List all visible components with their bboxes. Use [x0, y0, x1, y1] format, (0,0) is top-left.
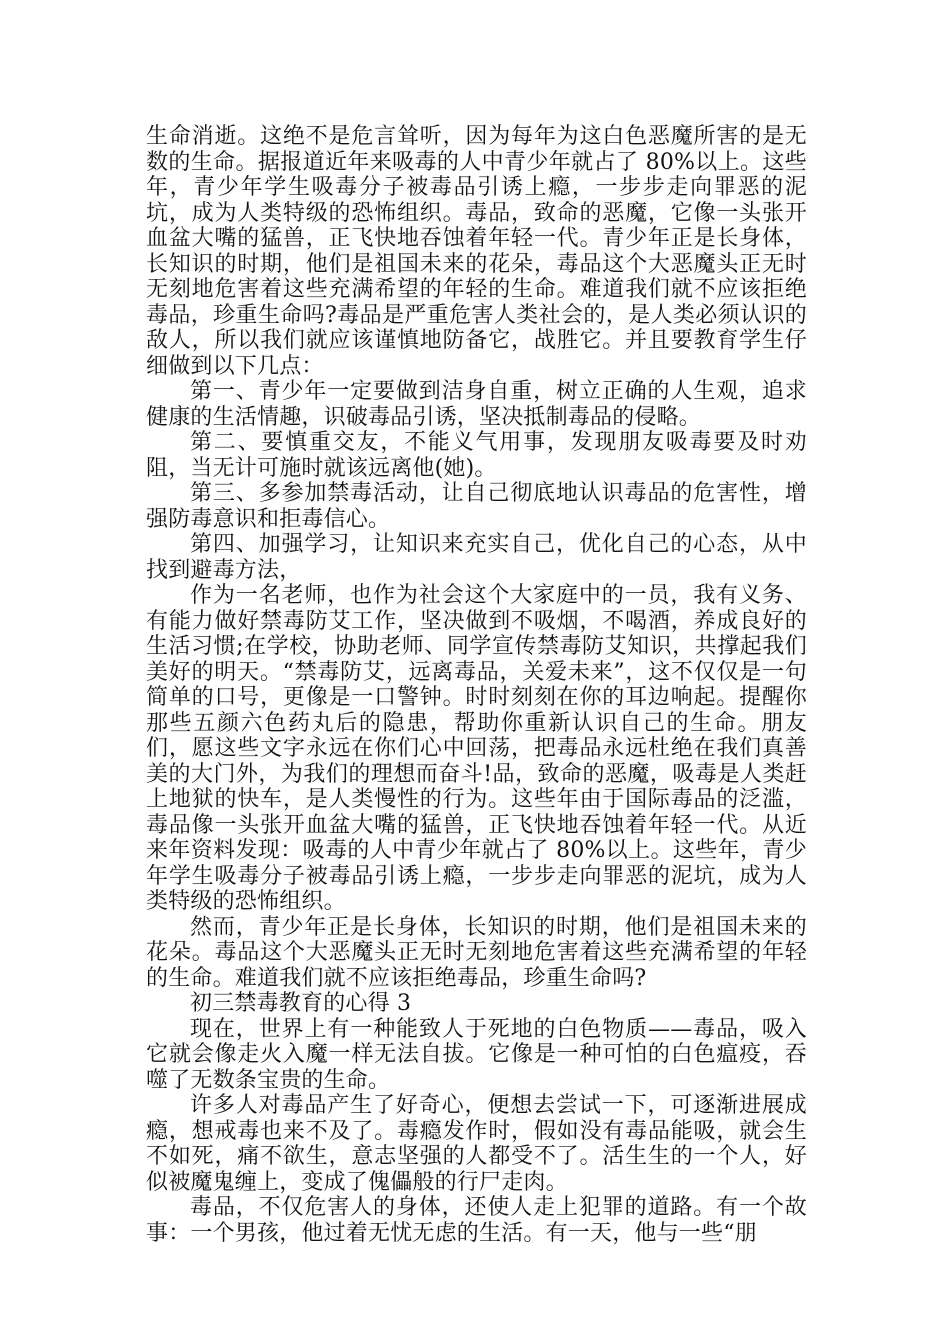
paragraph-5: 第四、加强学习，让知识来充实自己，优化自己的心态，从中找到避毒方法，	[146, 532, 807, 583]
paragraph-3: 第二、要慎重交友，不能义气用事，发现朋友吸毒要及时劝阻，当无计可施时就该远离他(她)。	[146, 430, 807, 481]
section-heading: 初三禁毒教育的心得 3	[190, 991, 412, 1016]
paragraph-6: 作为一名老师，也作为社会这个大家庭中的一员，我有义务、有能力做好禁毒防艾工作，坚决做到不吸烟，不喝酒，养成良好的生活习惯;在学校，协助老师、同学宣传禁毒防艾知识，共撑起我们美好的明天。“禁毒防艾，远离毒品，关爱未来”，这不仅仅是一句简单的口号，更像是一口警钟。时时刻刻在你的耳边响起。提醒你那些五颜六色药丸后的隐患，帮助你重新认识自己的生命。朋友们，愿这些文字永远在你们心中回荡，把毒品永远杜绝在我们真善美的大门外，为我们的理想而奋斗!品，致命的恶魔，吸毒是人类赶上地狱的快车，是人类慢性的行为。这些年由于国际毒品的泛滥，毒品像一头张开血盆大嘴的猛兽，正飞快地吞蚀着年轻一代。从近来年资料发现：吸毒的人中青少年就占了 80%以上。这些年，青少年学生吸毒分子被毒品引诱上瘾，一步步走向罪恶的泥坑，成为人类特级的恐怖组织。	[146, 583, 807, 914]
document-page	[146, 124, 807, 1246]
paragraph-7: 然而，青少年正是长身体，长知识的时期，他们是祖国未来的花朵。毒品这个大恶魔头正无时无刻地危害着这些充满希望的年轻的生命。难道我们就不应该拒绝毒品，珍重生命吗?	[146, 914, 807, 991]
paragraph-2: 第一、青少年一定要做到洁身自重，树立正确的人生观，追求健康的生活情趣，识破毒品引诱，坚决抵制毒品的侵略。	[146, 379, 807, 430]
paragraph-4: 第三、多参加禁毒活动，让自己彻底地认识毒品的危害性，增强防毒意识和拒毒信心。	[146, 481, 807, 532]
paragraph-9: 许多人对毒品产生了好奇心，便想去尝试一下，可逐渐进展成瘾，想戒毒也来不及了。毒瘾发作时，假如没有毒品能吸，就会生不如死，痛不欲生，意志坚强的人都受不了。活生生的一个人，好似被魔鬼缠上，变成了傀儡般的行尸走肉。	[146, 1093, 807, 1195]
paragraph-1: 生命消逝。这绝不是危言耸听，因为每年为这白色恶魔所害的是无数的生命。据报道近年来吸毒的人中青少年就占了 80%以上。这些年，青少年学生吸毒分子被毒品引诱上瘾，一步步走向罪恶的泥坑，成为人类特级的恐怖组织。毒品，致命的恶魔，它像一头张开血盆大嘴的猛兽，正飞快地吞蚀着年轻一代。青少年正是长身体，长知识的时期，他们是祖国未来的花朵，毒品这个大恶魔头正无时无刻地危害着这些充满希望的年轻的生命。难道我们就不应该拒绝毒品，珍重生命吗?毒品是严重危害人类社会的，是人类必须认识的敌人，所以我们就应该谨慎地防备它，战胜它。并且要教育学生仔细做到以下几点：	[146, 124, 807, 379]
paragraph-10: 毒品，不仅危害人的身体，还使人走上犯罪的道路。有一个故事：一个男孩，他过着无忧无虑的生活。有一天，他与一些“朋	[146, 1195, 807, 1246]
paragraph-8: 现在，世界上有一种能致人于死地的白色物质——毒品，吸入它就会像走火入魔一样无法自拔。它像是一种可怕的白色瘟疫，吞噬了无数条宝贵的生命。	[146, 1016, 807, 1093]
